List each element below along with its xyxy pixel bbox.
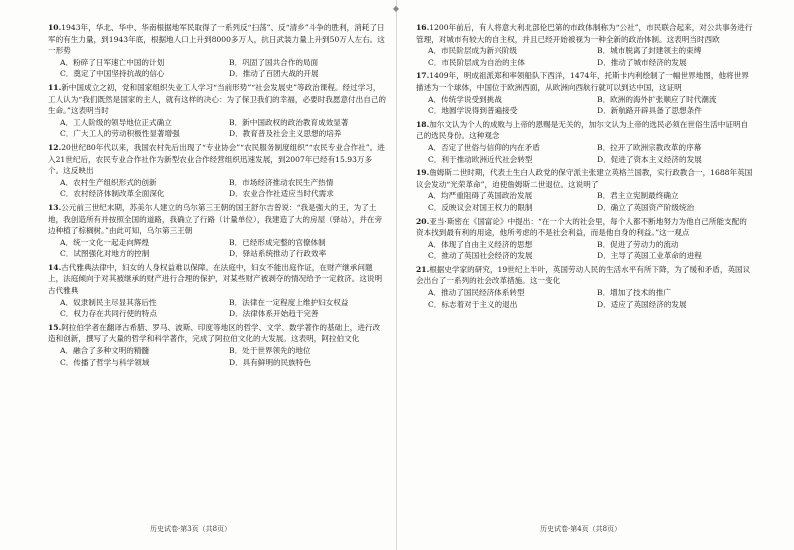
answer-option: B．欧洲的海外扩张顺应了时代潮流 bbox=[597, 94, 717, 104]
answer-options bbox=[48, 177, 386, 200]
question-stem: 根据史学家的研究，19世纪上半叶，英国劳动人民的生活水平有所下降，为了缓和矛盾，英国议会出台了一系列的社会改革措施。这一变化 bbox=[416, 264, 751, 286]
answer-option: B．法律在一定程度上维护妇女权益 bbox=[229, 297, 349, 307]
answer-option: D．促进了资本主义经济的发展 bbox=[597, 154, 702, 164]
question-stem: 阿拉伯学者在翻译古希腊、罗马、波斯、印度等地区的哲学、文学、数学著作的基础上，进行改造和创新，撰写了大量的哲学和科学著作，完成了阿拉伯文化的大发展。这表明，阿拉伯文化 bbox=[48, 322, 381, 344]
answer-option: C．广大工人的劳动积极性显著增强 bbox=[60, 129, 180, 139]
question-block bbox=[48, 202, 386, 260]
answer-option: D．适应了英国经济的发展 bbox=[597, 299, 687, 309]
answer-option: B．巩固了国共合作的局面 bbox=[229, 57, 319, 67]
question-text bbox=[416, 119, 754, 142]
answer-option: C．传播了哲学与科学领域 bbox=[60, 357, 150, 367]
answer-option: A．统一文化一起走向辉煌 bbox=[60, 237, 150, 247]
question-text bbox=[416, 216, 754, 239]
question-stem: 加尔文认为个人的成败与上帝的恩赐是无关的，加尔文认为上帝的选民必须在世俗生活中证明自己的选民身份。这种观念 bbox=[416, 119, 749, 141]
answer-option: B．君主立宪制最终确立 bbox=[597, 191, 679, 201]
answer-option: D．农业合作社适应当时代需求 bbox=[229, 189, 334, 199]
question-stem: 公元前三世纪末期，苏美尔人建立的乌尔第三王朝的国王舒尔吉曾说：“我是强大的王，为了土地，我创造所有并按照全国的道路，我确立了行路（计量单位），我建造了大的房屋（驿站），并在旁边种植了棕榈树。”由此可知，乌尔第三王朝 bbox=[48, 202, 383, 236]
answer-option: C．反映议会对国王权力的限制 bbox=[428, 202, 533, 212]
question-text bbox=[416, 167, 754, 190]
answer-option: B．处于世界领先的地位 bbox=[229, 346, 311, 356]
question-number: 21. bbox=[416, 264, 430, 274]
answer-option: D．推动了百团大战的开展 bbox=[229, 69, 319, 79]
answer-option: D．教育普及社会主义思想的培养 bbox=[229, 129, 342, 139]
answer-option: A．否定了世俗与信仰的内在矛盾 bbox=[428, 142, 540, 152]
question-text bbox=[416, 70, 754, 93]
fold-mark-icon: ◆ bbox=[392, 4, 400, 13]
answer-options bbox=[416, 239, 754, 262]
answer-option: C．地圆学说得到普遍接受 bbox=[428, 106, 518, 116]
answer-option: D．主导了英国工业革命的进程 bbox=[597, 251, 702, 261]
answer-options bbox=[416, 94, 754, 117]
question-block bbox=[48, 142, 386, 200]
answer-option: D．驿站系统推动了行政效率 bbox=[229, 249, 327, 259]
question-number: 20. bbox=[416, 216, 430, 226]
question-block bbox=[48, 22, 386, 80]
question-stem: 1409年，明成祖派郑和率领船队下西洋，1474年，托斯卡内利绘制了一幅世界地图，他将世界描述为一个球体，中国位于欧洲西面，从欧洲向西航行就可以到达中国，这证明 bbox=[416, 71, 749, 92]
answer-option: A．奴隶制民主尽显其落后性 bbox=[60, 297, 157, 307]
question-block bbox=[48, 82, 386, 140]
question-block bbox=[416, 167, 754, 213]
question-stem: 1200年前后，有人将意大利北部伦巴第的市政体制称为“公社”，市民联合起来，对公共事务进行管理，对城市有较大的自主权，并且已经开始被视为一种全新的政治体制。这表明当时西欧 bbox=[416, 23, 753, 44]
answer-option: A．均严重阻碍了英国政治发展 bbox=[428, 191, 533, 201]
answer-options bbox=[416, 142, 754, 165]
question-number: 19. bbox=[416, 168, 430, 178]
question-number: 18. bbox=[416, 119, 430, 129]
question-block bbox=[416, 119, 754, 165]
answer-options bbox=[48, 345, 386, 368]
answer-option: A．市民阶层成为新兴阶级 bbox=[428, 46, 518, 56]
answer-option: C．利于推动欧洲近代社会转型 bbox=[428, 154, 533, 164]
answer-option: C．试图强化对地方的控制 bbox=[60, 249, 150, 259]
question-number: 14. bbox=[48, 262, 62, 272]
question-block bbox=[416, 216, 754, 262]
question-number: 10. bbox=[48, 23, 62, 32]
answer-option: A．农村生产组织形式的创新 bbox=[60, 177, 157, 187]
answer-option: D．新航路开辟具备了思想条件 bbox=[597, 106, 702, 116]
answer-option: A．工人阶级的领导地位正式确立 bbox=[60, 117, 172, 127]
question-number: 12. bbox=[48, 142, 62, 152]
answer-option: B．拉开了欧洲宗教改革的序幕 bbox=[597, 142, 702, 152]
question-text bbox=[48, 82, 386, 117]
answer-option: A．融合了多种文明的精髓 bbox=[60, 346, 150, 356]
answer-options bbox=[416, 190, 754, 213]
answer-options bbox=[48, 117, 386, 140]
answer-option: B．促进了劳动力的流动 bbox=[597, 239, 679, 249]
question-number: 17. bbox=[416, 71, 430, 81]
answer-options bbox=[48, 297, 386, 320]
answer-option: C．农村经济体制改革全面深化 bbox=[60, 189, 165, 199]
right-page-column bbox=[416, 22, 754, 312]
answer-option: D．确立了英国资产阶级统治 bbox=[597, 202, 695, 212]
answer-option: D．推动了城市经济的发展 bbox=[597, 57, 687, 67]
question-block bbox=[48, 322, 386, 368]
answer-option: B．增加了技术的推广 bbox=[597, 288, 671, 298]
answer-option: A．体现了自由主义经济的思想 bbox=[428, 239, 533, 249]
answer-option: B．市场经济推动农民生产热情 bbox=[229, 177, 334, 187]
page-fold-divider bbox=[396, 0, 397, 550]
answer-option: C．市民阶层成为自治的主体 bbox=[428, 57, 525, 67]
answer-option: B．城市脱离了封建领主的束缚 bbox=[597, 46, 702, 56]
question-number: 16. bbox=[416, 23, 430, 32]
question-text bbox=[48, 142, 386, 177]
answer-option: C．推动了英国社会经济的发展 bbox=[428, 251, 533, 261]
question-stem: 1943年，华北、华中、华南根据地军民取得了一系列反“扫荡”、反“清乡”斗争的胜利，消耗了日军的有生力量，到1943年底，根据地人口上升到8000多万人，抗日武装力量上升到50万人左右。这一形势 bbox=[48, 23, 385, 56]
question-number: 13. bbox=[48, 202, 62, 212]
answer-option: D．法律体系开始趋于完善 bbox=[229, 309, 319, 319]
answer-option: C．奠定了中国坚持抗战的信心 bbox=[60, 69, 165, 79]
question-stem: 新中国成立之初，党和国家组织失业工人学习“当前形势”“社会发展史”等政治课程。经过学习，工人认为“我们既然是国家的主人，就有这样的决心：为了保卫我们的幸福，必要时我愿意付出自己的生命。”这表明当时 bbox=[48, 82, 387, 116]
answer-option: A．粉碎了日军速亡中国的计划 bbox=[60, 57, 165, 67]
question-text bbox=[48, 322, 386, 345]
answer-option: B．已经形成完整的官僚体制 bbox=[229, 237, 326, 247]
question-block bbox=[416, 70, 754, 116]
question-stem: 亚当·斯密在《国富论》中提出：“在一个大的社会里，每个人都不断地努力为他自己所能支配的资本找到最有利的用途，他所考虑的不是社会利益，而是他自身的利益。”这一观点 bbox=[416, 216, 747, 238]
answer-options bbox=[48, 57, 386, 80]
question-text bbox=[48, 262, 386, 297]
question-text bbox=[48, 202, 386, 237]
answer-options bbox=[48, 237, 386, 260]
answer-options bbox=[416, 287, 754, 310]
answer-option: C．权力存在共同行使的特点 bbox=[60, 309, 157, 319]
answer-option: C．标志着对于主义的退出 bbox=[428, 299, 518, 309]
question-stem: 20世纪80年代以来，我国农村先后出现了“专业协会”“农民服务制度组织”“农民专业合作社”。进入21世纪后，农民专业合作社作为新型农业合作经营组织迅速发展，到2007年已经有15.93万多个。这反映出 bbox=[48, 142, 385, 176]
answer-options bbox=[416, 45, 754, 68]
question-text bbox=[416, 264, 754, 287]
right-page-footer: 历史试卷·第4页（共8页） bbox=[540, 525, 622, 533]
question-block bbox=[416, 264, 754, 310]
question-number: 15. bbox=[48, 322, 62, 332]
question-block bbox=[48, 262, 386, 320]
question-stem: 古代雅典法律中，妇女的人身权益难以保障。在法庭中，妇女不能出庭作证，在财产继承问题上，法庭倾向于对其被继承的财产进行合理的保护，对某些财产被剥夺的情况给予一定救济。这说明古代雅典 bbox=[48, 262, 383, 296]
answer-option: B．新中国政权的政治教育成效显著 bbox=[229, 117, 349, 127]
question-stem: 詹姆斯二世时期，代表土生白人政党的保守派主张建立英格兰国教，实行政教合一，1688年英国议会发动“光荣革命”，迫使詹姆斯二世退位。这说明了 bbox=[416, 168, 753, 189]
question-text bbox=[416, 22, 754, 45]
answer-option: A．推动了国民经济体系转型 bbox=[428, 288, 525, 298]
question-number: 11. bbox=[48, 82, 62, 92]
answer-option: D．具有鲜明的民族特色 bbox=[229, 357, 312, 367]
question-block bbox=[416, 22, 754, 68]
question-text bbox=[48, 22, 386, 57]
left-page-column bbox=[48, 22, 386, 370]
answer-option: A．传统学说受到挑战 bbox=[428, 94, 502, 104]
left-page-footer: 历史试卷·第3页（共8页） bbox=[150, 525, 232, 533]
